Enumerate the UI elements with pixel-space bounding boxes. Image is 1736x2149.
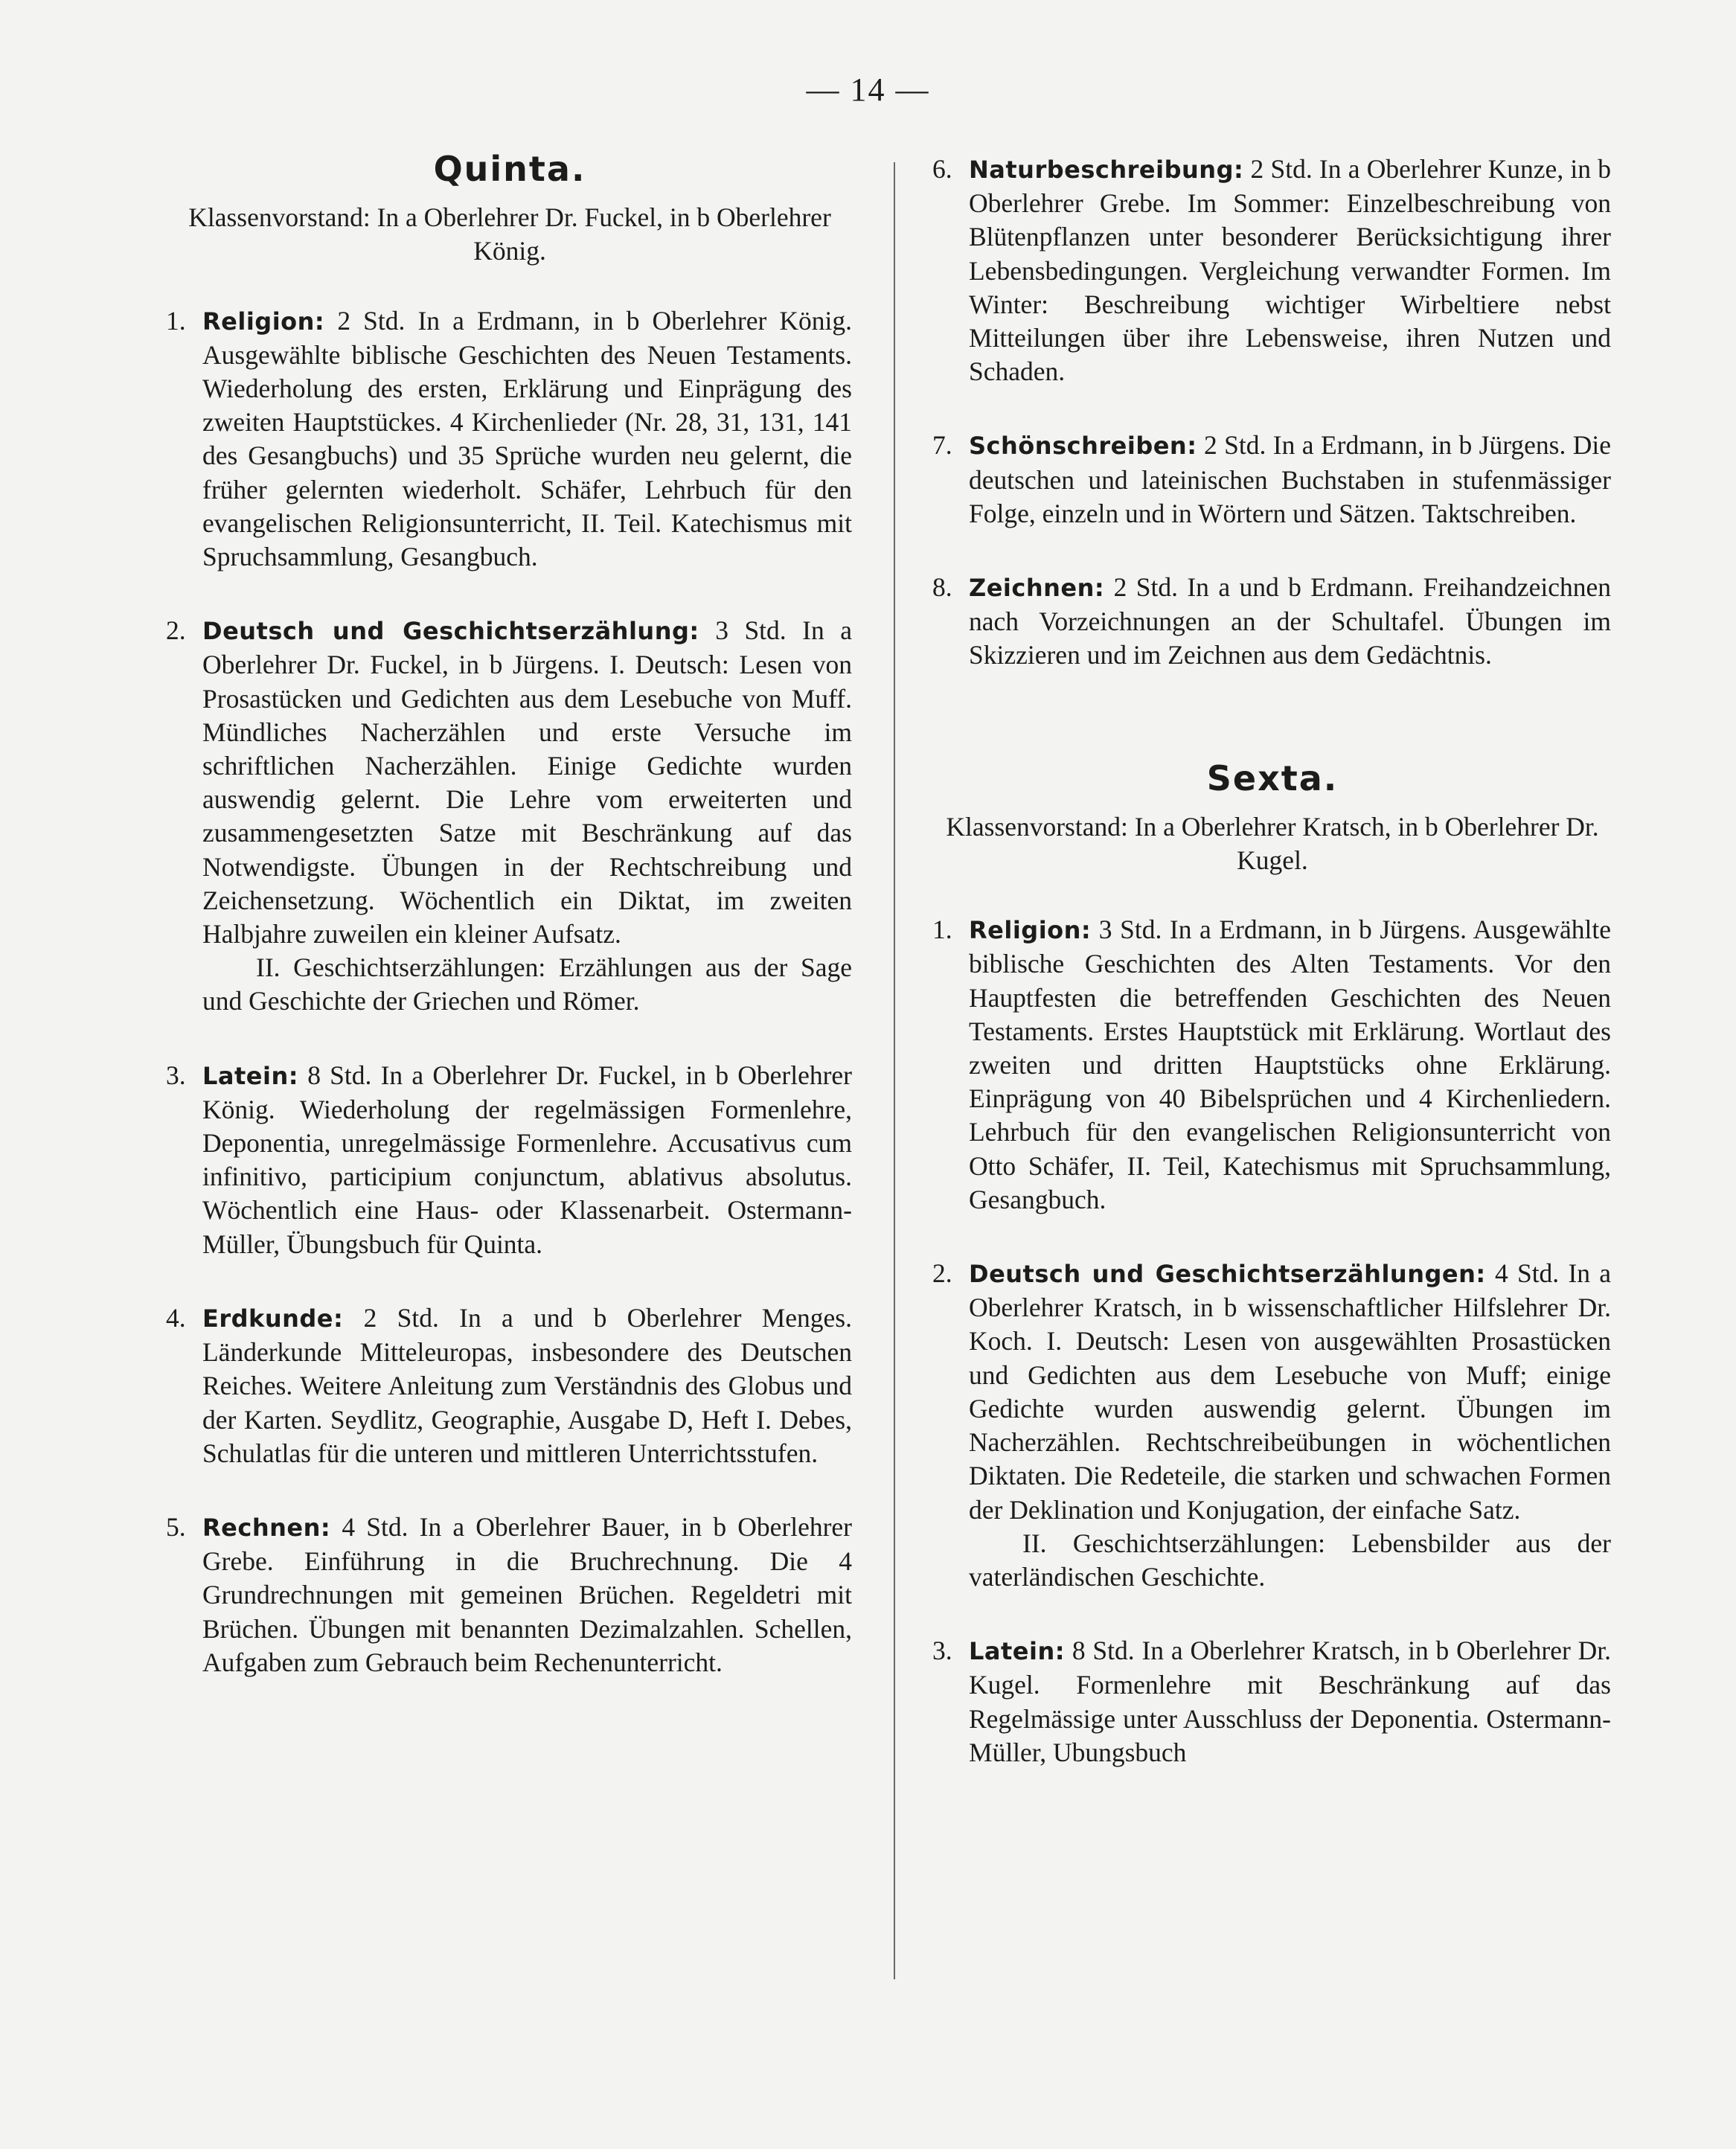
sexta-class-teacher: Klassenvorstand: In a Oberlehrer Kratsch, in b Oberlehrer Dr. Kugel. (946, 811, 1599, 876)
subject-text: 2 Std. In a Erdmann, in b Jürgens. Die deutschen und lateinischen Buchstaben in stufenmässiger Folge, einzeln und in Wörtern und Sätzen. Taktschreiben. (969, 430, 1612, 528)
subject-number: 3. (932, 1636, 952, 1666)
quinta-subject-deutsch (167, 614, 852, 1018)
subject-label: Religion: (202, 307, 325, 336)
subject-number: 1. (166, 305, 186, 336)
quinta-subject-zeichnen (934, 571, 1611, 673)
subject-text: 8 Std. In a Oberlehrer Dr. Fuckel, in b Oberlehrer König. Wiederholung der regelmässigen Formenlehre, Deponentia, unregelmässige Formenlehre. Accusativus cum infinitivo, participium conjunctum, ablativus absolutus. Wöchentlich eine Haus- oder Klassenarbeit. Ostermann-Müller, Übungsbuch für Quinta. (202, 1060, 853, 1259)
subject-number: 6. (932, 154, 952, 184)
subject-label: Zeichnen: (969, 574, 1105, 603)
subject-label: Latein: (969, 1637, 1066, 1666)
subject-text-part2: II. Geschichtserzählungen: Erzählungen aus der Sage und Geschichte der Griechen und Römer. (202, 952, 852, 1016)
subject-label: Religion: (969, 916, 1092, 945)
quinta-subject-latein (167, 1059, 852, 1261)
sexta-subject-latein (934, 1634, 1611, 1770)
subject-label: Latein: (202, 1061, 299, 1090)
quinta-subject-religion (167, 304, 852, 574)
subject-number: 1. (932, 915, 952, 945)
quinta-heading: Quinta. (433, 149, 586, 189)
quinta-subject-schoenschreiben (934, 429, 1611, 531)
subject-number: 2. (932, 1258, 952, 1289)
subject-text: 2 Std. In a und b Erdmann. Freihandzeichnen nach Vorzeichnungen an der Schultafel. Übungen im Skizzieren und im Zeichnen aus dem Gedächtnis. (969, 572, 1611, 670)
subject-number: 4. (166, 1302, 186, 1333)
subject-label: Rechnen: (202, 1513, 331, 1542)
subject-label: Deutsch und Geschichtserzählung: (202, 617, 699, 646)
quinta-class-teacher: Klassenvorstand: In a Oberlehrer Dr. Fuckel, in b Oberlehrer König. (188, 202, 831, 266)
subject-label: Deutsch und Geschichtserzählungen: (969, 1260, 1486, 1289)
subject-number: 2. (166, 615, 186, 646)
subject-label: Naturbeschreibung: (969, 156, 1244, 184)
right-column (934, 153, 1611, 1810)
quinta-subject-naturbeschreibung (934, 153, 1611, 388)
subject-text: 8 Std. In a Oberlehrer Kratsch, in b Oberlehrer Dr. Kugel. Formenlehre mit Beschränkung auf das Regelmässige unter Ausschluss der Deponentia. Ostermann-Müller, Ubungsbuch (969, 1636, 1612, 1767)
subject-text: 3 Std. In a Erdmann, in b Jürgens. Ausgewählte biblische Geschichten des Alten Testaments. Vor den Hauptfesten die betreffenden Geschichten des Neuen Testaments. Erstes Hauptstück mit Erklärung. Wortlaut des zweiten und dritten Hauptstücks ohne Erklärung. Einprägung von 40 Bibelsprüchen und 4 Kirchenliedern. Lehrbuch für den evangelischen Religionsunterricht von Otto Schäfer, II. Teil, Katechismus mit Spruchsammlung, Gesangbuch. (969, 915, 1611, 1214)
sexta-subject-religion (934, 913, 1611, 1217)
subject-text: 4 Std. In a Oberlehrer Bauer, in b Oberlehrer Grebe. Einführung in die Bruchrechnung. Die 4 Grundrechnungen mit gemeinen Brüchen. Regeldetri mit Brüchen. Übungen mit benannten Dezimalzahlen. Schellen, Aufgaben zum Gebrauch beim Rechenunterricht. (202, 1511, 852, 1677)
subject-number: 5. (166, 1511, 186, 1542)
subject-text: 2 Std. In a Oberlehrer Kunze, in b Oberlehrer Grebe. Im Sommer: Einzelbeschreibung von Blütenpflanzen unter besonderer Berücksichtigung ihrer Lebensbedingungen. Vergleichung verwandter Formen. Im Winter: Beschreibung wichtiger Wirbeltiere nebst Mitteilungen über ihre Lebensweise, ihren Nutzen und Schaden. (969, 154, 1612, 387)
subject-number: 3. (166, 1060, 186, 1090)
subject-text: 3 Std. In a Oberlehrer Dr. Fuckel, in b Jürgens. I. Deutsch: Lesen von Prosastücken und Gedichten aus dem Lesebuche von Muff. Mündliches Nacherzählen und erste Versuche im schriftlichen Nacherzählen. Einige Gedichte wurden auswendig gelernt. Die Lehre vom erweiterten und zusammengesetzten Satze mit Beschränkung auf das Notwendigste. Übungen in der Rechtschreibung und Zeichensetzung. Wöchentlich ein Diktat, im zweiten Halbjahre zuweilen ein kleiner Aufsatz. (202, 615, 852, 949)
quinta-subject-erdkunde (167, 1301, 852, 1470)
column-divider (894, 162, 895, 1979)
subject-label: Schönschreiben: (969, 432, 1197, 461)
subject-label: Erdkunde: (202, 1304, 344, 1333)
quinta-subject-rechnen (167, 1511, 852, 1679)
subject-text: 2 Std. In a und b Oberlehrer Menges. Länderkunde Mitteleuropas, insbesondere des Deutschen Reiches. Weitere Anleitung zum Verständnis des Globus und der Karten. Seydlitz, Geographie, Ausgabe D, Heft I. Debes, Schulatlas für die unteren und mittleren Unterrichtsstufen. (202, 1302, 852, 1468)
subject-text: 2 Std. In a Erdmann, in b Oberlehrer König. Ausgewählte biblische Geschichten des Neuen Testaments. Wiederholung des ersten, Erklärung und Einprägung des zweiten Hauptstückes. 4 Kirchenlieder (Nr. 28, 31, 131, 141 des Gesangbuchs) und 35 Sprüche wurden neu gelernt, die früher gelernten wiederholt. Schäfer, Lehrbuch für den evangelischen Religionsunterricht, II. Teil. Katechismus mit Spruchsammlung, Gesangbuch. (202, 305, 852, 572)
sexta-heading: Sexta. (1206, 758, 1339, 798)
subject-text-part2: II. Geschichtserzählungen: Lebensbilder aus der vaterländischen Geschichte. (969, 1528, 1611, 1592)
subject-number: 8. (932, 572, 952, 603)
sexta-subject-deutsch (934, 1257, 1611, 1594)
page-number: — 14 — (806, 71, 930, 108)
subject-text: 4 Std. In a Oberlehrer Kratsch, in b wissenschaftlicher Hilfslehrer Dr. Koch. I. Deutsch: Lesen von ausgewählten Prosastücken und Gedichten aus dem Lesebuche von Muff; einige Gedichte wurden auswendig gelernt. Übungen im Nacherzählen. Rechtschreibeübungen in wöchentlichen Diktaten. Die Redeteile, die starken und schwachen Formen der Deklination und Konjugation, der einfache Satz. (969, 1258, 1612, 1525)
left-column (166, 149, 853, 1720)
subject-number: 7. (932, 430, 952, 461)
